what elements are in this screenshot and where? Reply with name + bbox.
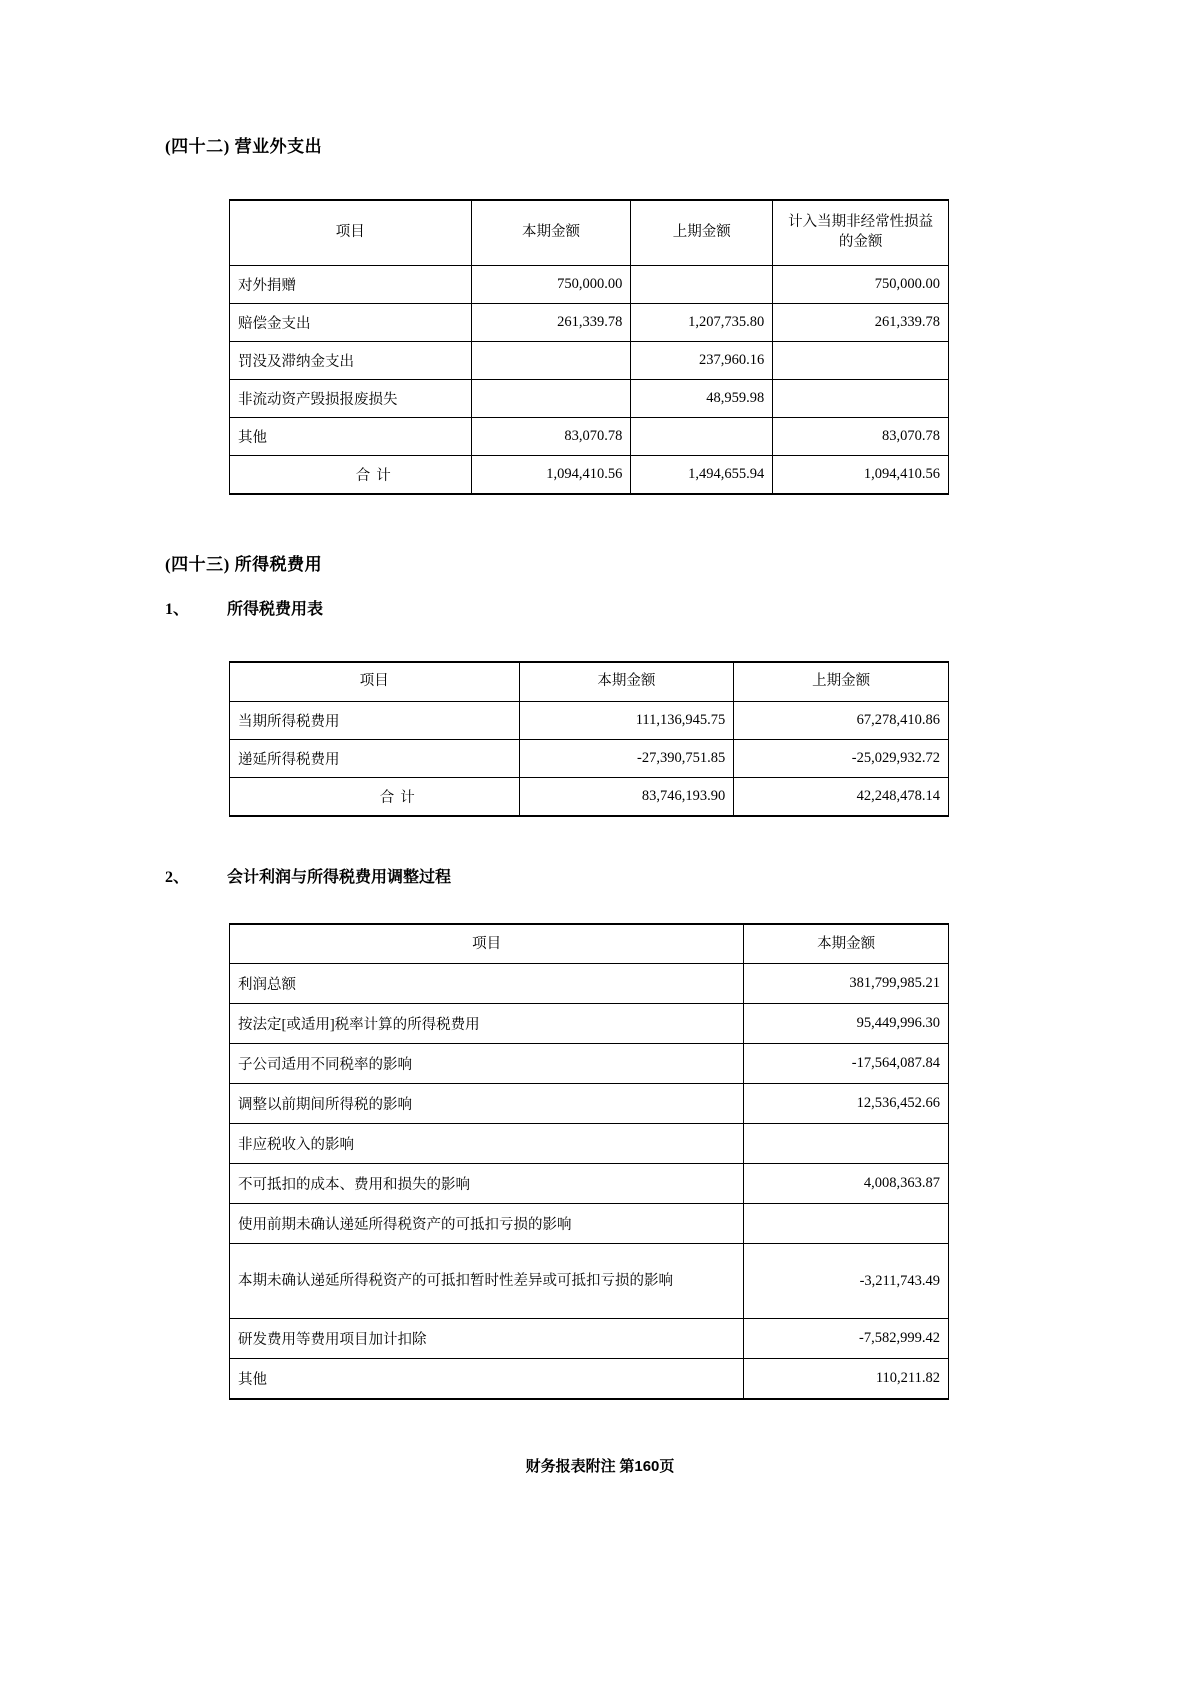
row-label: 研发费用等费用项目加计扣除 <box>230 1319 744 1359</box>
col-header-current: 本期金额 <box>471 200 631 266</box>
table-row <box>230 1164 949 1204</box>
col-header-prior: 上期金额 <box>734 662 949 702</box>
table-row <box>230 1124 949 1164</box>
row-value-nonrecurring <box>773 341 949 379</box>
row-value-current: 750,000.00 <box>471 265 631 303</box>
row-value-current: -17,564,087.84 <box>744 1044 949 1084</box>
col-header-current: 本期金额 <box>519 662 734 702</box>
row-value-current <box>744 1204 949 1244</box>
section-heading-43: (四十三) 所得税费用 <box>165 554 323 574</box>
row-value-prior: -25,029,932.72 <box>734 739 949 777</box>
row-label: 当期所得税费用 <box>230 701 520 739</box>
row-label: 调整以前期间所得税的影响 <box>230 1084 744 1124</box>
table-row <box>230 964 949 1004</box>
row-value-current: -3,211,743.49 <box>744 1244 949 1319</box>
row-label: 非流动资产毁损报废损失 <box>230 379 472 417</box>
footer-page-number: 第160页 <box>619 1458 675 1475</box>
row-value-current: 381,799,985.21 <box>744 964 949 1004</box>
section-heading-42: (四十二) 营业外支出 <box>165 137 323 156</box>
table-total-row <box>230 777 949 816</box>
row-value-prior: 1,207,735.80 <box>631 303 773 341</box>
subsection-heading-2 <box>165 867 1045 889</box>
row-label: 对外捐赠 <box>230 265 472 303</box>
col-header-current: 本期金额 <box>744 924 949 964</box>
row-value-prior <box>631 265 773 303</box>
col-header-item: 项目 <box>230 662 520 702</box>
row-value-current <box>471 341 631 379</box>
row-label: 其他 <box>230 417 472 455</box>
row-value-prior: 48,959.98 <box>631 379 773 417</box>
row-label: 其他 <box>230 1359 744 1400</box>
row-label: 按法定[或适用]税率计算的所得税费用 <box>230 1004 744 1044</box>
table-row <box>230 1004 949 1044</box>
row-value-current: 12,536,452.66 <box>744 1084 949 1124</box>
subsection-number: 2、 <box>165 868 190 886</box>
page-footer <box>0 1455 1200 1476</box>
subsection-number: 1、 <box>165 600 190 618</box>
row-value-current: 261,339.78 <box>471 303 631 341</box>
row-value-current: 95,449,996.30 <box>744 1004 949 1044</box>
table-row <box>230 1084 949 1124</box>
row-value-current: 111,136,945.75 <box>519 701 734 739</box>
row-label: 赔偿金支出 <box>230 303 472 341</box>
table-tax-reconciliation <box>229 923 949 1400</box>
subsection-heading-1 <box>165 599 1045 621</box>
col-header-prior: 上期金额 <box>631 200 773 266</box>
table-row <box>230 701 949 739</box>
row-label: 递延所得税费用 <box>230 739 520 777</box>
table-row <box>230 341 949 379</box>
table-header-row <box>230 662 949 702</box>
row-label: 不可抵扣的成本、费用和损失的影响 <box>230 1164 744 1204</box>
row-value-current: -7,582,999.42 <box>744 1319 949 1359</box>
total-nonrecurring: 1,094,410.56 <box>773 455 949 494</box>
table-row <box>230 303 949 341</box>
row-label: 子公司适用不同税率的影响 <box>230 1044 744 1084</box>
table-row <box>230 265 949 303</box>
col-header-item: 项目 <box>230 924 744 964</box>
row-value-prior <box>631 417 773 455</box>
subsection-title: 所得税费用表 <box>227 600 324 618</box>
total-current: 1,094,410.56 <box>471 455 631 494</box>
table-row <box>230 1204 949 1244</box>
table-total-row <box>230 455 949 494</box>
row-value-current: 4,008,363.87 <box>744 1164 949 1204</box>
row-value-current <box>471 379 631 417</box>
table-row <box>230 417 949 455</box>
table-row <box>230 739 949 777</box>
footer-label: 财务报表附注 <box>525 1459 616 1475</box>
subsection-title: 会计利润与所得税费用调整过程 <box>227 868 452 886</box>
table-row <box>230 379 949 417</box>
total-prior: 42,248,478.14 <box>734 777 949 816</box>
total-current: 83,746,193.90 <box>519 777 734 816</box>
table-header-row <box>230 924 949 964</box>
row-label: 利润总额 <box>230 964 744 1004</box>
row-label: 非应税收入的影响 <box>230 1124 744 1164</box>
row-label: 使用前期未确认递延所得税资产的可抵扣亏损的影响 <box>230 1204 744 1244</box>
total-label: 合计 <box>230 777 520 816</box>
row-value-prior: 67,278,410.86 <box>734 701 949 739</box>
row-value-current: -27,390,751.85 <box>519 739 734 777</box>
col-header-item: 项目 <box>230 200 472 266</box>
row-value-current <box>744 1124 949 1164</box>
row-value-current: 83,070.78 <box>471 417 631 455</box>
table-income-tax-expense <box>229 661 949 817</box>
row-label: 本期未确认递延所得税资产的可抵扣暂时性差异或可抵扣亏损的影响 <box>230 1244 744 1319</box>
row-value-nonrecurring: 261,339.78 <box>773 303 949 341</box>
total-label: 合计 <box>230 455 472 494</box>
row-value-prior: 237,960.16 <box>631 341 773 379</box>
row-value-nonrecurring: 750,000.00 <box>773 265 949 303</box>
table-header-row <box>230 200 949 266</box>
table-row <box>230 1044 949 1084</box>
table-row <box>230 1359 949 1400</box>
table-row <box>230 1244 949 1319</box>
total-prior: 1,494,655.94 <box>631 455 773 494</box>
table-row <box>230 1319 949 1359</box>
col-header-nonrecurring: 计入当期非经常性损益的金额 <box>773 200 949 266</box>
row-value-current: 110,211.82 <box>744 1359 949 1400</box>
row-label: 罚没及滞纳金支出 <box>230 341 472 379</box>
table-nonoperating-expenses <box>229 199 949 495</box>
row-value-nonrecurring: 83,070.78 <box>773 417 949 455</box>
page-content <box>165 135 1045 1400</box>
row-value-nonrecurring <box>773 379 949 417</box>
